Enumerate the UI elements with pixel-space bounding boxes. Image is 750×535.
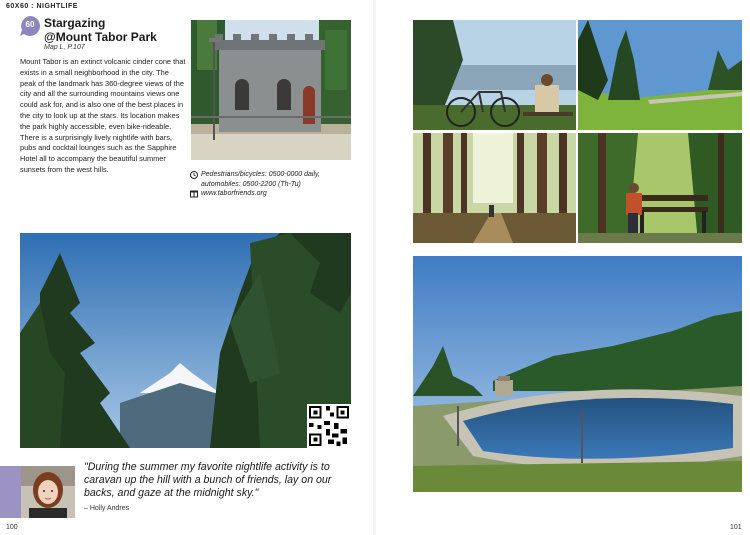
info-website [190, 189, 360, 199]
map-reference: Map L, P.107 [44, 44, 85, 51]
page-number-right: 101 [730, 524, 742, 531]
photo-mount-hood-view [20, 233, 351, 448]
photo-bike-bench-view [413, 20, 576, 130]
avatar [21, 466, 75, 518]
info-website-text[interactable]: www.taborfriends.org [201, 190, 267, 198]
entry-number: 60 [25, 20, 35, 29]
entry-title-line2: @Mount Tabor Park [44, 30, 157, 44]
quote-text: "During the summer my favorite nightlife activity is to caravan up the hill with a bunch of friends, lay on our backs, and gaze at the midnight sky." [84, 461, 332, 500]
entry-title-line1: Stargazing [44, 16, 106, 30]
photo-bench-sitter [578, 133, 742, 243]
info-hours-text: Pedestrians/bicycles: 0500-0000 daily, automobiles: 0500-2200 (Th-Tu) [201, 171, 320, 188]
page-number-left: 100 [6, 524, 18, 531]
info-hours [190, 170, 360, 189]
section-header: 60X60 : NIGHTLIFE [6, 3, 78, 10]
clock-icon [190, 171, 198, 179]
quote-author: – Holly Andres [84, 505, 130, 512]
photo-reservoir-building [191, 20, 351, 160]
page-gutter [373, 0, 377, 535]
quote-accent-bar [0, 466, 21, 518]
photo-reservoir-lake [413, 256, 742, 492]
photo-park-lawn [578, 20, 742, 130]
web-icon [190, 190, 198, 198]
qr-code[interactable] [307, 404, 351, 448]
entry-body: Mount Tabor is an extinct volcanic cinder cone that exists in a small neighborhood in the city. The peak of the landmark has 360-degree views of the city and all the surrounding mountains views one could ask for, and is also one of the best places in the city to look up at the stars. Its location makes the park highly accessible, even bike-rideable. There is a surprisingly lively nightlife with bars, pubs and cocktail lounges such as the Sapphire Hotel all to accompany the beautiful summer sunsets from the west hills. [20, 57, 186, 174]
entry-title [44, 16, 157, 44]
entry-number-badge [20, 16, 40, 36]
info-block [190, 170, 360, 199]
photo-forest-path [413, 133, 576, 243]
